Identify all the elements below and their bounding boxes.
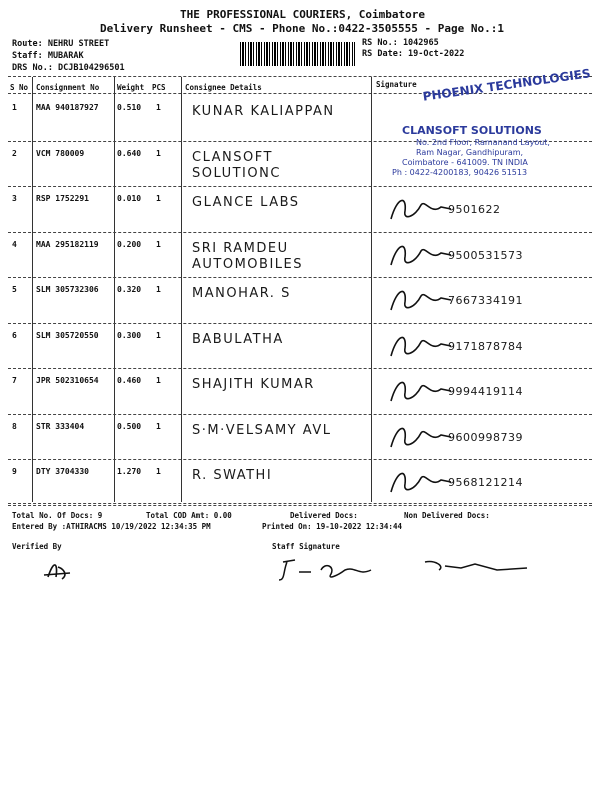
row-sno: 9 [12, 467, 17, 476]
row-weight: 0.200 [117, 239, 142, 249]
row-consignment: MAA 940187927 [36, 103, 99, 112]
col-sno: S No [10, 83, 29, 92]
row-consignment: SLM 305720550 [36, 330, 99, 340]
row-signature-phone: 9994419114 [448, 385, 523, 398]
row-consignee-handwritten: S·M·VELSAMY AVL [192, 422, 332, 438]
signature-scribble [385, 328, 455, 364]
row-separator [8, 368, 592, 369]
row-consignment: MAA 295182119 [36, 239, 99, 249]
row-signature-phone: 9600998739 [448, 430, 523, 444]
row-sno: 6 [12, 330, 17, 340]
row-pcs: 1 [156, 103, 161, 112]
row-sno: 7 [12, 376, 17, 385]
row-consignee-handwritten: MANOHAR. S [192, 286, 291, 301]
row-signature-phone: 7667334191 [448, 294, 523, 307]
row-consignee-handwritten: KUNAR KALIAPPAN [192, 104, 335, 119]
signature-scribble [385, 464, 455, 500]
entered-by: Entered By :ATHIRACMS 10/19/2022 12:34:35 PM [12, 522, 211, 531]
signature-scribble [385, 419, 455, 455]
row-sno: 3 [12, 194, 17, 203]
row-weight: 0.510 [117, 103, 142, 112]
row-signature-phone: 9171878784 [448, 339, 523, 353]
row-weight: 0.010 [117, 194, 142, 203]
row-separator [8, 414, 592, 415]
row-weight: 0.500 [117, 421, 142, 431]
row-sno: 1 [12, 103, 17, 112]
row-separator [8, 277, 592, 278]
row-weight: 1.270 [117, 467, 142, 476]
row-consignment: RSP 1752291 [36, 194, 89, 203]
table-bottom-rule [8, 503, 592, 504]
stamp-name: PHOENIX TECHNOLOGIES [421, 66, 592, 104]
non-delivered-docs: Non Delivered Docs: [404, 511, 490, 520]
verifier-signature [40, 555, 80, 585]
delivered-docs: Delivered Docs: [290, 511, 358, 520]
row-sno: 8 [12, 421, 17, 431]
signature-scribble [385, 282, 455, 318]
signature-scribble [385, 237, 455, 273]
row-separator [8, 459, 592, 460]
row-signature-phone: 9500531573 [448, 248, 523, 262]
row-signature-phone: 9501622 [448, 203, 501, 216]
row-signature-phone: 9568121214 [448, 476, 523, 489]
row-pcs: 1 [156, 194, 161, 203]
col-consignment: Consignment No [36, 83, 100, 92]
rs-date: RS Date: 19-Oct-2022 [362, 49, 465, 59]
company-title: THE PROFESSIONAL COURIERS, Coimbatore [180, 8, 426, 21]
row-separator [8, 323, 592, 324]
row-consignment: DTY 3704330 [36, 467, 89, 476]
row-pcs: 1 [156, 421, 161, 431]
row-pcs: 1 [156, 285, 161, 294]
stamp-line1: CLANSOFT SOLUTIONS [402, 124, 542, 137]
signature-scribble [385, 191, 455, 227]
row-weight: 0.640 [117, 148, 142, 158]
row-consignee-handwritten: SRI RAMDEU AUTOMOBILES [192, 240, 303, 272]
row-separator [8, 186, 592, 187]
row-sno: 5 [12, 285, 17, 294]
route-label: Route: NEHRU STREET [12, 39, 110, 49]
stamp-line4: Coimbatore - 641009. TN INDIA [402, 158, 528, 167]
stamp-line3: Ram Nagar, Gandhipuram, [416, 148, 524, 157]
row-consignee-handwritten: R. SWATHI [192, 468, 273, 483]
row-pcs: 1 [156, 467, 161, 476]
drs-number: DRS No.: DCJB104296501 [12, 63, 125, 73]
row-consignment: JPR 502310654 [36, 376, 99, 385]
row-pcs: 1 [156, 239, 161, 249]
row-weight: 0.320 [117, 285, 142, 294]
row-pcs: 1 [156, 330, 161, 340]
row-sno: 2 [12, 148, 17, 158]
col-signature: Signature [376, 80, 417, 89]
rs-number: RS No.: 1042965 [362, 38, 439, 48]
col-consignee: Consignee Details [185, 83, 262, 92]
col-weight: Weight [117, 83, 145, 92]
staff-label: Staff: MUBARAK [12, 51, 84, 61]
company-stamp [392, 66, 592, 186]
stamp-line5: Ph : 0422-4200183, 90426 51513 [392, 168, 528, 177]
printed-on: Printed On: 19-10-2022 12:34:44 [262, 522, 402, 531]
row-consignment: STR 333404 [36, 421, 85, 431]
runsheet-subtitle: Delivery Runsheet - CMS - Phone No.:0422-3505555 - Page No.:1 [100, 22, 504, 35]
total-docs: Total No. Of Docs: 9 [12, 511, 103, 520]
total-cod: Total COD Amt: 0.00 [146, 511, 232, 520]
row-consignee-handwritten: CLANSOFT SOLUTIONC [192, 149, 281, 181]
barcode [240, 42, 355, 66]
verified-by: Verified By [12, 542, 62, 551]
row-consignee-handwritten: BABULATHA [192, 331, 284, 347]
row-consignment: SLM 305732306 [36, 285, 99, 294]
row-weight: 0.460 [117, 376, 142, 385]
row-separator [8, 505, 592, 506]
row-sno: 4 [12, 239, 17, 249]
row-weight: 0.300 [117, 330, 142, 340]
row-separator [8, 232, 592, 233]
row-consignee-handwritten: GLANCE LABS [192, 195, 300, 210]
col-pcs: PCS [152, 83, 166, 92]
row-pcs: 1 [156, 376, 161, 385]
row-pcs: 1 [156, 148, 161, 158]
signature-scribble [385, 373, 455, 409]
staff-signature [275, 556, 545, 586]
stamp-line2: No. 2nd Floor, Ramanand Layout, [416, 138, 550, 147]
row-consignee-handwritten: SHAJITH KUMAR [192, 377, 315, 392]
row-consignment: VCM 780009 [36, 148, 85, 158]
staff-signature-label: Staff Signature [272, 542, 340, 551]
